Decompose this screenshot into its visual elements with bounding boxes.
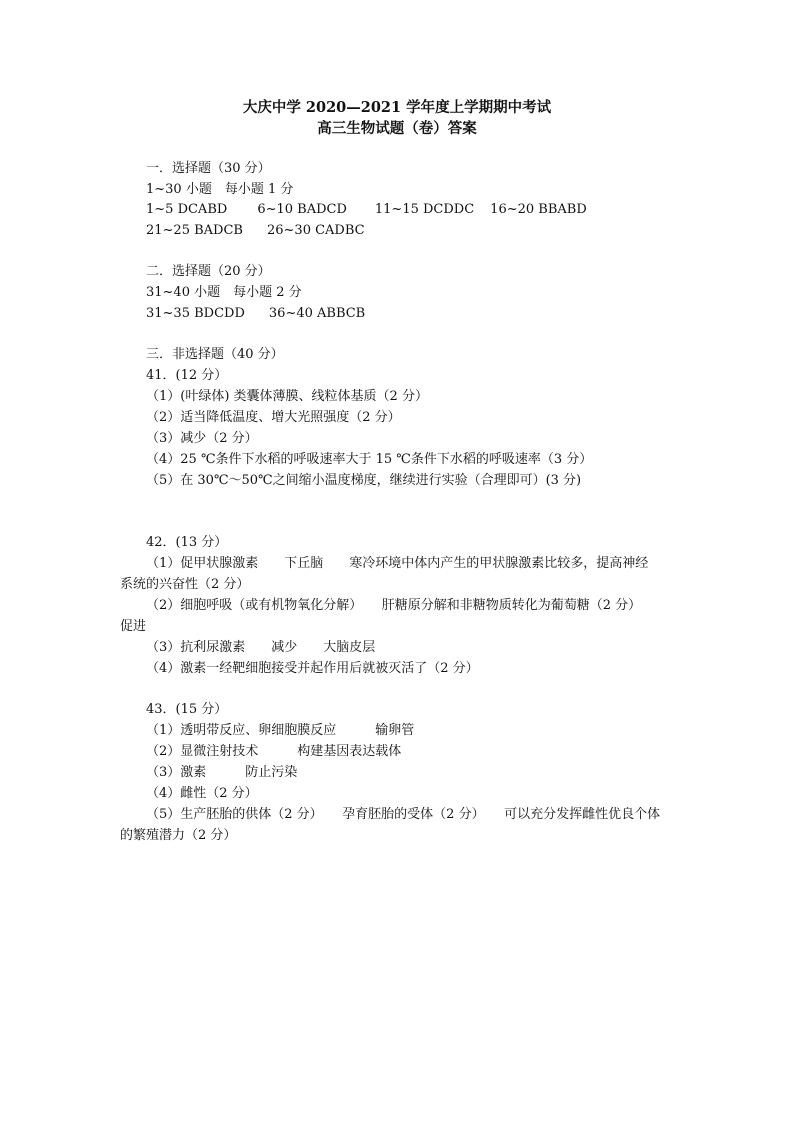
section2-heading: 二．选择题（20 分） (146, 264, 271, 279)
q42-item1: （1）促甲状腺激素 下丘脑 寒冷环境中体内产生的甲状腺激素比较多，提高神经 (146, 556, 649, 571)
q42-item3: （3）抗利尿激素 减少 大脑皮层 (146, 640, 376, 655)
section1-answers-row2 (146, 221, 365, 241)
q42-item1-continued: 系统的兴奋性（2 分） (120, 577, 250, 592)
q43-item3: （3）激素 防止污染 (146, 765, 298, 780)
answer-group: 6~10 BADCD (257, 202, 347, 217)
q41-item: （2）适当降低温度、增大光照强度（2 分） (146, 410, 401, 425)
q43-item5: （5）生产胚胎的供体（2 分） 孕育胚胎的受体（2 分） 可以充分发挥雌性优良个体 (146, 807, 661, 822)
section2-answers-row1 (146, 304, 365, 324)
section1-heading: 一．选择题（30 分） (146, 161, 271, 176)
q42-heading: 42．(13 分） (146, 535, 228, 550)
q43-item5-continued: 的繁殖潜力（2 分） (120, 828, 237, 843)
q42-item2: （2）细胞呼吸（或有机物氧化分解） 肝糖原分解和非糖物质转化为葡萄糖（2 分） (146, 598, 642, 613)
q41-item: （4）25 ℃条件下水稻的呼吸速率大于 15 ℃条件下水稻的呼吸速率（3 分） (146, 452, 593, 467)
q42-item2-continued: 促进 (120, 619, 147, 634)
q43-item1: （1）透明带反应、卵细胞膜反应 输卵管 (146, 723, 415, 738)
section1-note: 1~30 小题 每小题 1 分 (146, 182, 294, 197)
answer-group: 16~20 BBABD (490, 202, 587, 217)
q42-item4: （4）激素一经靶细胞接受并起作用后就被灭活了（2 分） (146, 661, 479, 676)
section2-note: 31~40 小题 每小题 2 分 (146, 285, 302, 300)
q41-heading: 41．(12 分） (146, 368, 228, 383)
answer-group: 36~40 ABBCB (268, 306, 366, 321)
q41-item: （1）(叶绿体) 类囊体薄膜、线粒体基质（2 分） (146, 389, 428, 404)
q43-item4: （4）雌性（2 分） (146, 786, 258, 801)
answer-group: 1~5 DCABD (146, 202, 228, 217)
section3-heading: 三．非选择题（40 分） (146, 347, 284, 362)
q41-item: （3）减少（2 分） (146, 431, 258, 446)
q43-heading: 43．(15 分） (146, 702, 228, 717)
q41-item: （5）在 30℃～50℃之间缩小温度梯度，继续进行实验（合理即可）(3 分) (146, 473, 582, 488)
answer-group: 11~15 DCDDC (374, 202, 475, 217)
answer-group: 21~25 BADCB (146, 223, 243, 238)
document-subtitle: 高三生物试题（卷）答案 (317, 120, 477, 137)
document-title: 大庆中学 2020—2021 学年度上学期期中考试 (242, 99, 552, 116)
answer-group: 31~35 BDCDD (146, 306, 245, 321)
answer-group: 26~30 CADBC (266, 223, 365, 238)
q43-item2: （2）显微注射技术 构建基因表达载体 (146, 744, 402, 759)
section1-answers-row1 (146, 200, 587, 220)
